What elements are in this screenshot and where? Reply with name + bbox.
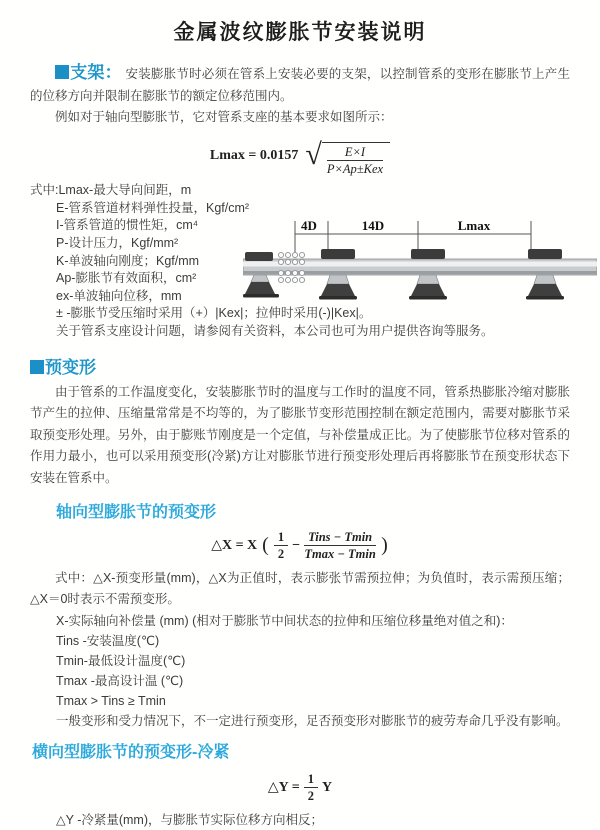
delta-x-formula [30,530,570,562]
support-note: 关于管系支座设计问题，请参阅有关资料，本公司也可为用户提供咨询等服务。 [56,324,494,338]
support-section-label: 支架： [70,63,122,82]
sqrt-body [322,142,390,177]
sqrt-radical [305,137,390,177]
dim-label-14d: 14D [361,218,385,234]
fraction-numerator: 1 [304,772,318,788]
definition-line: 一般变形和受力情况下，不一定进行预变形，足否预变形对膨胀节的疲劳寿命几乎没有影响。 [56,713,569,728]
definition-line: Ap-膨胀节有效面积，cm² [56,271,197,286]
fraction-numerator: Tins − Tmin [304,530,376,546]
definition-line: K-单波轴向刚度；Kgf/mm [56,253,200,268]
close-paren: ) [381,534,388,557]
formula-fraction [327,145,383,177]
support-intro-text: 安装膨胀节时必须在管系上安装必要的支架，以控制管系的变形在膨胀节上产生的位移方向并限制在膨胀节的额定位移范围内。 [30,67,570,103]
fraction-denominator: 2 [277,547,285,562]
definition-line: ± -膨胀节受压缩时采用（+）|Kex|；拉伸时采用(-)|Kex|。 [56,306,372,321]
lateral-subheading: 横向型膨胀节的预变形-冷紧 [32,743,230,761]
section-marker-icon [55,65,69,79]
one-half-fraction [304,772,318,804]
definition-line: △Y -冷紧量(mm)，与膨胀节实际位移方向相反； [56,812,324,827]
lmax-formula [30,137,570,177]
dim-label-4d: 4D [301,218,317,234]
delta-x-explanation: 式中：△X-预变形量(mm)，△X为正值时，表示膨张节需预拉伸；为负值时，表示需预压缩；△X＝0时表示不需预变形。 [30,570,570,607]
dim-label-lmax: Lmax [457,218,491,234]
predeform-section-heading [30,353,570,378]
temperature-ratio-fraction [304,530,376,562]
lateral-definition-lines [30,810,570,830]
formula-rhs: Y [321,779,333,795]
definition-line: ex-单波轴向位移，mm [56,288,182,303]
formula-denominator: P×Ap±Kex [326,161,384,176]
support-intro-paragraph [30,62,570,107]
formula-lhs: △Y = [267,780,300,796]
predeform-paragraph: 由于管系的工作温度变化，安装膨胀节时的温度与工作时的温度不同，管系热膨胀冷缩对膨胀节产生的拉伸、压缩量常常是不均等的，为了膨胀节变形范围控制在额定范围内，需要对膨胀节采取预变形处理。另外，由于膨账节刚度是一个定值，与补偿量成正比。为了使膨胀节位移对管系的作用力最小，也可以采用预变形(冷紧)方让对膨胀节进行预变形处理后再将膨胀节在预变形状态下安装在管系中。 [30,384,570,485]
dimension-labels [301,218,491,233]
formula-numerator: E×I [327,145,383,161]
pipe-support-diagram [243,216,597,312]
support-section-heading [55,63,122,82]
definition-line: X-实际轴向补偿量 (mm) (相对于膨胀节中间状态的拉伸和压缩位移量绝对值之和)： [56,613,513,628]
definition-line: Tmin-最低设计温度(℃) [56,653,186,668]
definition-line: Tmax -最高设计温 (℃) [56,673,184,688]
axial-subheading: 轴向型膨胀节的预变形 [56,504,217,522]
support-example-paragraph: 例如对于轴向型膨胀节，它对管系支座的基本要求如图所示： [55,110,393,124]
axial-definition-lines [30,611,570,731]
definition-line: I-管系管道的惯性矩，cm⁴ [56,218,199,233]
formula-lhs: △X = X [211,538,258,554]
formula-definitions-block [30,182,570,340]
page-title: 金属波纹膨胀节安装说明 [173,21,427,44]
one-half-fraction [274,530,288,562]
definition-line: Tins -安装温度(℃) [56,633,160,648]
definition-line: E-管系管道材料弹性投量，Kgf/cm² [56,200,250,215]
delta-y-formula [30,772,570,804]
formula-prefix: Lmax = 0.0157 [209,148,299,164]
section-marker-icon [30,360,44,374]
fraction-denominator: 2 [307,789,314,804]
predeform-section-label: 预变形 [45,357,96,377]
definitions-lead: 式中:Lmax-最大导向间距，m [30,183,192,198]
fraction-numerator: 1 [274,530,288,546]
fraction-denominator: Tmax − Tmin [304,547,376,562]
open-paren: ( [262,534,269,557]
definition-line: P-设计压力，Kgf/mm² [56,236,179,251]
sqrt-symbol-icon: √ [305,137,322,171]
minus-sign: − [292,537,301,553]
definition-line: Tmax > Tins ≥ Tmin [56,693,166,708]
